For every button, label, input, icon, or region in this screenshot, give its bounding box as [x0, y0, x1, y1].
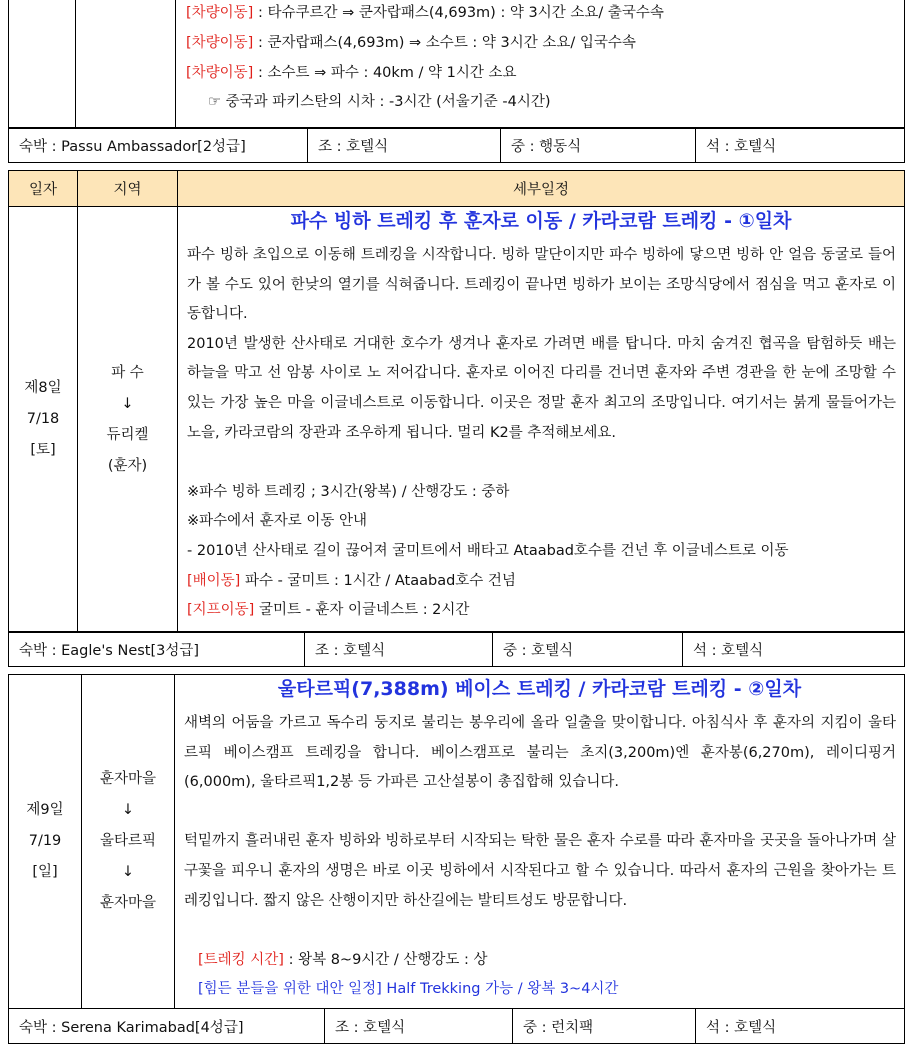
trek-tag: [트레킹 시간] [198, 951, 284, 968]
stay-lunch: 중 : 행동식 [501, 128, 696, 163]
stay-breakfast: 조 : 호텔식 [308, 128, 501, 163]
stay-lunch: 중 : 호텔식 [493, 632, 683, 667]
spacer [187, 448, 896, 478]
stay-breakfast: 조 : 호텔식 [305, 632, 493, 667]
trek-text: : 왕복 8~9시간 / 산행강도 : 상 [283, 951, 488, 968]
day-date: 7/18 [26, 411, 60, 427]
stay-breakfast: 조 : 호텔식 [325, 1009, 513, 1044]
move-line [186, 0, 904, 29]
move-text: : 타슈쿠르간 ⇒ 쿤자랍패스(4,693m) : 약 3시간 소요/ 출국수속 [253, 5, 664, 21]
day9-table [8, 674, 905, 1009]
stay-dinner: 석 : 호텔식 [696, 128, 905, 163]
region-to: 듀리켈 [106, 426, 149, 443]
move-tag: [차량이동] [186, 5, 254, 21]
spacer [184, 798, 896, 828]
move-text: : 소수트 ⇒ 파수 : 40km / 약 1시간 소요 [253, 64, 517, 81]
day8-note-1: ※파수 빙하 트레킹 ; 3시간(왕복) / 산행강도 : 중하 [187, 483, 510, 500]
move-tag: [차량이동] [186, 64, 254, 81]
move-text: 파수 - 굴미트 : 1시간 / Ataabad호수 건넘 [240, 572, 516, 589]
day9-date-cell [9, 675, 82, 1009]
day8-table [8, 170, 905, 633]
region-3: 훈자마을 [99, 895, 157, 911]
day-date: 7/19 [28, 833, 62, 849]
move-text: 굴미트 - 훈자 이글네스트 : 2시간 [254, 602, 470, 619]
day8-title: 파수 빙하 트레킹 후 훈자로 이동 / 카라코람 트레킹 - ①일차 [290, 210, 792, 232]
stay-hotel: 숙박 : Passu Ambassador[2성급] [9, 128, 308, 163]
move-line [186, 59, 904, 89]
day-weekday: [일] [32, 864, 58, 880]
day-weekday: [토] [30, 442, 56, 458]
arrow-down-icon: ↓ [121, 864, 135, 880]
region-1: 훈자마을 [99, 771, 157, 787]
region-to-sub: (훈자) [107, 457, 148, 474]
day-number: 제8일 [24, 380, 62, 396]
header-detail: 세부일정 [178, 171, 905, 207]
time-difference-note: ☞ 중국과 파키스탄의 시차 : -3시간 (서울기준 -4시간) [208, 94, 551, 111]
day9-paragraph-1: 새벽의 어둠을 가르고 독수리 둥지로 불리는 봉우리에 올라 일출을 맞이합니다. 아침식사 후 훈자의 지킴이 울타르픽 베이스캠프 트레킹을 합니다. 베이스캠프로 불리는 초지(3,200m)엔 훈자봉(6,270m), 레이디핑거(6,000m), 울타르픽1,2봉 등 가파른 고산설봉이 총집합해 있습니다. [184, 715, 896, 791]
move-line [186, 29, 904, 59]
day9-alternative-plan: [힘든 분들을 위한 대안 일정] Half Trekking 가능 / 왕복 3~4시간 [198, 981, 619, 998]
day8-note-2: ※파수에서 훈자로 이동 안내 [187, 513, 368, 530]
day9-body [175, 705, 904, 1005]
day8-move-2 [187, 596, 896, 626]
day9-detail-cell [175, 675, 905, 1009]
prev-date-cell [9, 0, 76, 129]
move-tag: [배이동] [187, 572, 241, 589]
day8-date-cell [9, 207, 78, 633]
day8-move-1 [187, 567, 896, 597]
day8-paragraph-1: 파수 빙하 초입으로 이동해 트레킹을 시작합니다. 빙하 말단이지만 파수 빙하에 닿으면 빙하 안 얼음 동굴로 들어가 볼 수도 있어 한낮의 열기를 식혀줍니다. 트레킹이 끝나면 빙하가 보이는 조망식당에서 점심을 먹고 훈자로 이동합니다. [187, 247, 896, 323]
prev-region-cell [76, 0, 176, 129]
day8-detail-cell [178, 207, 905, 633]
arrow-down-icon: ↓ [121, 802, 135, 818]
header-region: 지역 [78, 171, 178, 207]
prev-detail-cell [176, 0, 905, 129]
spacer [184, 916, 896, 946]
region-from: 파 수 [111, 364, 144, 381]
stay-hotel: 숙박 : Eagle's Nest[3성급] [9, 632, 305, 667]
header-date: 일자 [9, 171, 78, 207]
day8-body [178, 237, 904, 626]
day8-paragraph-2: 2010년 발생한 산사태로 거대한 호수가 생겨나 훈자로 가려면 배를 탑니다. 마치 숨겨진 협곡을 탐험하듯 배는 하늘을 막고 선 암봉 사이로 노 저어갑니다. 훈자로 이어진 다리를 건너면 훈자와 주변 경관을 한 눈에 조망할 수 있는 가장 높은 마을 이글네스트로 이동합니다. 이곳은 정말 훈자 최고의 조망입니다. 여기서는 붉게 물들어가는 노을, 카라코람의 장관과 조우하게 됩니다. 멀리 K2를 추적해보세요. [187, 335, 896, 441]
move-tag: [차량이동] [186, 35, 254, 51]
day9-title: 울타르픽(7,388m) 베이스 트레킹 / 카라코람 트레킹 - ②일차 [277, 678, 802, 700]
day9-region-cell [82, 675, 175, 1009]
move-tag: [지프이동] [187, 602, 255, 619]
day8-region-cell [78, 207, 178, 633]
day9-trek-time [184, 946, 896, 976]
stay-lunch: 중 : 런치팩 [513, 1009, 696, 1044]
stay-row-day8 [8, 631, 905, 667]
arrow-down-icon: ↓ [121, 395, 134, 412]
stay-dinner: 석 : 호텔식 [683, 632, 905, 667]
stay-dinner: 석 : 호텔식 [696, 1009, 905, 1044]
day-number: 제9일 [26, 802, 64, 818]
day8-note-3: - 2010년 산사태로 길이 끊어져 굴미트에서 배타고 Ataabad호수를 건넌 후 이글네스트로 이동 [187, 542, 789, 559]
day9-paragraph-2: 턱밑까지 흘러내린 훈자 빙하와 빙하로부터 시작되는 탁한 물은 훈자 수로를 따라 훈자마을 곳곳을 돌아나가며 살구꽃을 피우니 훈자의 생명은 바로 이곳 빙하에서 시작된다고 할 수 있습니다. 따라서 훈자의 근원을 찾아가는 트레킹입니다. 짧지 않은 산행이지만 하산길에는 발티트성도 방문합니다. [184, 833, 896, 909]
top-schedule-table [8, 0, 905, 129]
stay-row-top [8, 127, 905, 163]
stay-row-day9 [8, 1008, 905, 1044]
move-text: : 쿤자랍패스(4,693m) ⇒ 소수트 : 약 3시간 소요/ 입국수속 [253, 35, 636, 51]
region-2: 울타르픽 [99, 833, 157, 849]
stay-hotel: 숙박 : Serena Karimabad[4성급] [9, 1009, 325, 1044]
